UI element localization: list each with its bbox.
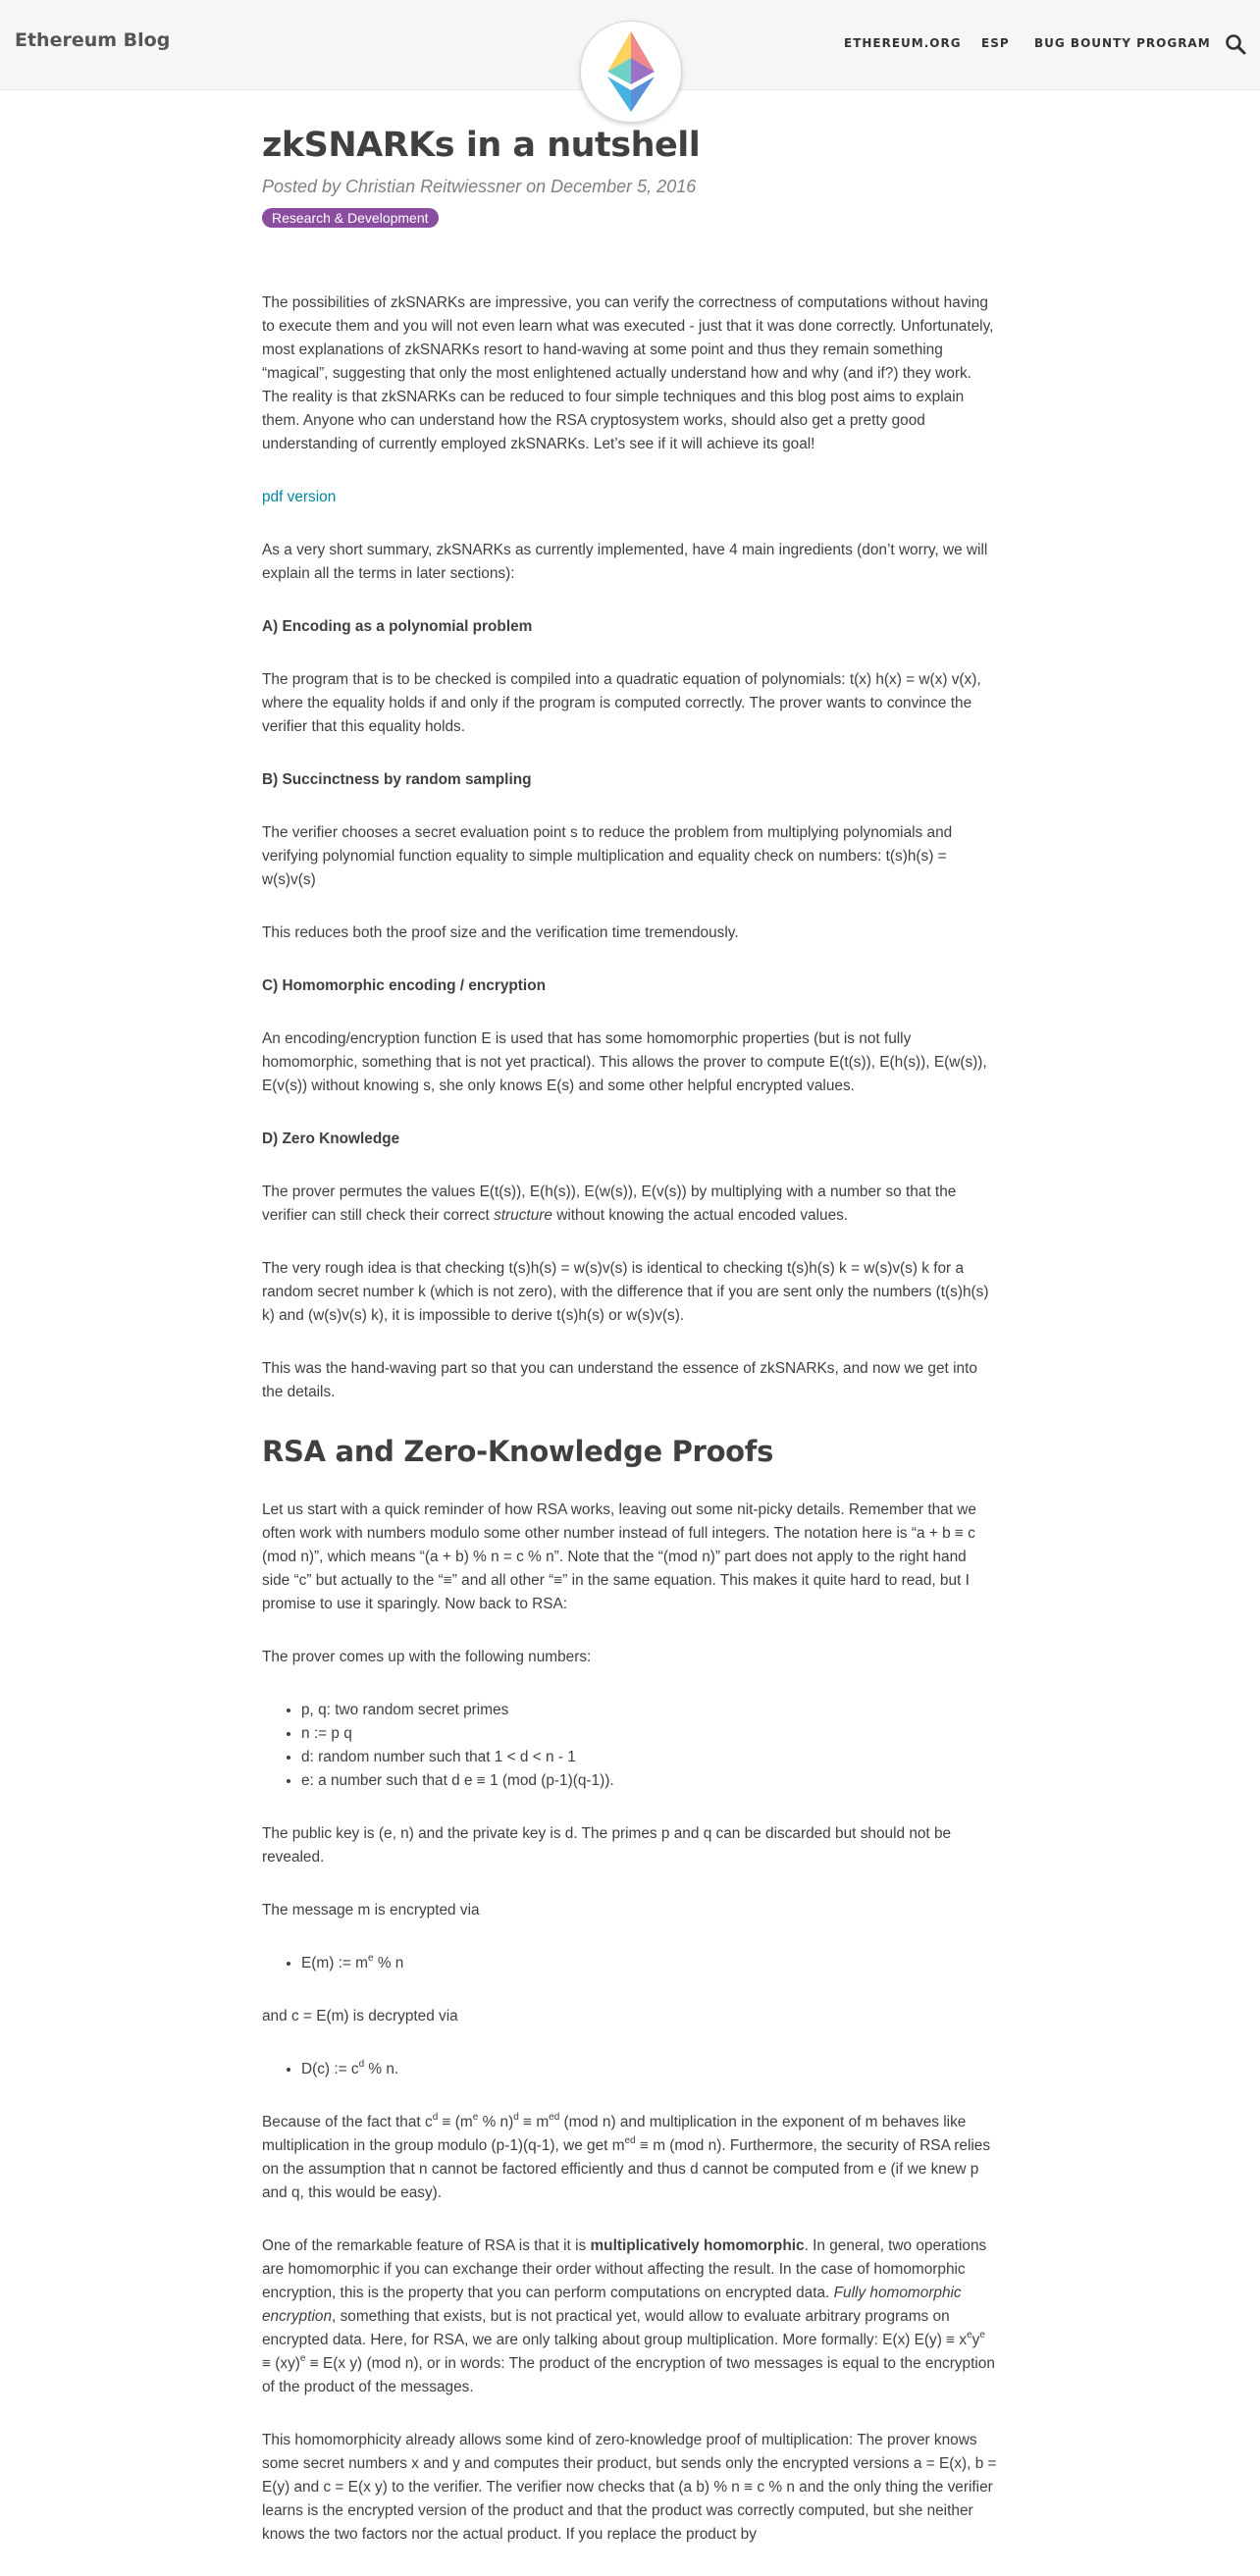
nav-link-esp[interactable]: ESP [981, 36, 1010, 50]
enc-pre: E(m) := m [301, 1955, 368, 1971]
section-d-text3: This was the hand-waving part so that you can understand the essence of zkSNARKs, and now we get into the details. [262, 1360, 977, 1400]
remarkable-sup: e [979, 2329, 985, 2340]
remarkable-part: y [971, 2332, 980, 2348]
because-sup: e [472, 2111, 479, 2123]
section-b-text: The verifier chooses a secret evaluation point s to reduce the problem from multiplying polynomials and verifying polynomial function equality to simple multiplication and equality check on numbers: t(s)h(s) = w(s)v(s) [262, 824, 953, 888]
because-part: (mod n) and multiplication in the exponent of m behaves like multiplication in the group modulo (p-1)(q-1), we get m [262, 2114, 967, 2154]
zk-mult-paragraph: This homomorphicity already allows some kind of zero-knowledge proof of multiplication: The prover knows some secret numbers x and y and computes their product, but sends only the encrypted versions a = E(x), b = E(y) and c = E(x y) to the verifier. The verifier now checks that (a b) % n ≡ c % n and the only thing the verifier learns is the encrypted version of the product and that the product was correctly computed, but she neither knows the two factors nor the actual product. If you replace the product by [262, 2432, 997, 2543]
remarkable-part: One of the remarkable feature of RSA is that it is [262, 2237, 591, 2254]
post-title: zkSNARKs in a nutshell [262, 126, 701, 165]
intro-paragraph: The possibilities of zkSNARKs are impressive, you can verify the correctness of computations without having to execute them and you will not even learn what was executed - just that it was done correctly. Unfortunately, most explanations of zkSNARKs resort to hand-waving at some point and thus they remain something “magical”, suggesting that only the most enlightened actually understand how and why (and if?) they work. The reality is that zkSNARKs can be reduced to four simple techniques and this blog post aims to explain them. Anyone who can understand how the RSA cryptosystem works, should also get a pretty good understanding of currently employed zkSNARKs. Let’s see if it will achieve its goal! [262, 294, 994, 452]
nav-link-bug-bounty[interactable]: BUG BOUNTY PROGRAM [1034, 36, 1211, 50]
because-sup: ed [549, 2111, 560, 2123]
category-tag[interactable]: Research & Development [262, 208, 439, 228]
blog-brand-link[interactable]: Ethereum Blog [15, 29, 171, 51]
remarkable-em: Fully homomorphic encryption [262, 2285, 962, 2325]
public-key-text: The public key is (e, n) and the private key is d. The primes p and q can be discarded but should not be revealed. [262, 1825, 952, 1866]
remarkable-paragraph [262, 2234, 998, 2399]
section-d-heading: D) Zero Knowledge [262, 1130, 400, 1147]
d-text-post: without knowing the actual encoded values. [551, 1207, 849, 1224]
summary-paragraph: As a very short summary, zkSNARKs as currently implemented, have 4 main ingredients (don’t worry, we will explain all the terms in later sections): [262, 542, 988, 582]
decryption-formula-list [262, 2058, 998, 2081]
post-byline: Posted by Christian Reitwiessner on December 5, 2016 [262, 177, 697, 196]
dec-pre: D(c) := c [301, 2061, 359, 2077]
list-item: • d: random number such that 1 < d < n - 1 [301, 1746, 998, 1769]
because-sup: d [513, 2111, 519, 2123]
because-part: ≡ (m [438, 2114, 473, 2130]
numbers-list [262, 1699, 998, 1793]
list-item: • p, q: two random secret primes [301, 1699, 998, 1722]
search-icon[interactable] [1225, 33, 1246, 55]
rsa-heading: RSA and Zero-Knowledge Proofs [262, 1435, 774, 1468]
decryption-formula [301, 2058, 998, 2081]
nav-link-ethereum-org[interactable]: ETHEREUM.ORG [844, 36, 962, 50]
remarkable-part: ≡ (xy) [262, 2355, 300, 2372]
prover-numbers-text: The prover comes up with the following numbers: [262, 1649, 592, 1665]
because-sup: ed [624, 2134, 636, 2146]
dec-sup: d [358, 2058, 365, 2070]
because-part: ≡ m [518, 2114, 550, 2130]
pdf-paragraph [262, 486, 998, 509]
section-b-heading: B) Succinctness by random sampling [262, 771, 532, 788]
because-paragraph [262, 2111, 998, 2205]
d-text-pre: The prover permutes the values E(t(s)), E(h(s)), E(w(s)), E(v(s)) by multiplying with a number so that the verifier can still check their correct [262, 1183, 957, 1224]
remarkable-part: , something that exists, but is not practical yet, would allow to evaluate arbitrary programs on encrypted data. Here, for RSA, we are only talking about group multiplication. More formally: E(x) E(y) ≡ x [262, 2308, 968, 2348]
encryption-formula-list [262, 1952, 998, 1975]
list-item: • e: a number such that d e ≡ 1 (mod (p-1)(q-1)). [301, 1769, 998, 1793]
d-text-em: structure [494, 1207, 552, 1224]
section-d-text2: The very rough idea is that checking t(s)h(s) = w(s)v(s) is identical to checking t(s)h(s) k = w(s)v(s) k for a random secret number k (which is not zero), with the difference that if you are sent only the numbers (t(s)h(s) k) and (w(s)v(s) k), it is impossible to derive t(s)h(s) or w(s)v(s). [262, 1260, 989, 1324]
section-a-heading: A) Encoding as a polynomial problem [262, 618, 533, 635]
enc-post: % n [373, 1955, 404, 1971]
section-a-text: The program that is to be checked is compiled into a quadratic equation of polynomials: t(x) h(x) = w(x) v(x), where the equality holds if and only if the program is computed correctly. The prover wants to convince the verifier that this equality holds. [262, 671, 981, 735]
section-c-text: An encoding/encryption function E is used that has some homomorphic properties (but is not fully homomorphic, something that is not yet practical). This allows the prover to compute E(t(s)), E(h(s)), E(w(s)), E(v(s)) without knowing s, she only knows E(s) and some other helpful encrypted values. [262, 1030, 987, 1094]
encrypted-via-text: The message m is encrypted via [262, 1902, 480, 1919]
post-body [262, 291, 998, 2576]
because-sup: d [432, 2111, 439, 2123]
because-part: ≡ m (mod n). Furthermore, the security of RSA relies on the assumption that n cannot be factored efficiently and thus d cannot be computed from e (if we knew p and q, this would be easy). [262, 2137, 991, 2201]
pdf-version-link[interactable]: pdf version [262, 489, 337, 505]
remarkable-sup: e [299, 2352, 306, 2364]
remarkable-bold: multiplicatively homomorphic [590, 2237, 805, 2254]
remarkable-sup: e [967, 2329, 972, 2340]
decrypted-via-text: and c = E(m) is decrypted via [262, 2008, 458, 2024]
remarkable-part: . In general, two operations are homomorphic if you can exchange their order without affecting the result. In the case of homomorphic encryption, this is the property that you can perform computations on encrypted data. [262, 2237, 987, 2301]
ethereum-logo-icon[interactable] [580, 21, 682, 123]
section-b-text2: This reduces both the proof size and the verification time tremendously. [262, 924, 739, 941]
enc-sup: e [367, 1952, 374, 1964]
because-part: Because of the fact that c [262, 2114, 433, 2130]
encryption-formula [301, 1952, 998, 1975]
list-item: • n := p q [301, 1722, 998, 1746]
remarkable-part: ≡ E(x y) (mod n), or in words: The product of the encryption of two messages is equal to the encryption of the product of the messages. [262, 2355, 995, 2395]
rsa-intro: Let us start with a quick reminder of how RSA works, leaving out some nit-picky details. Remember that we often work with numbers modulo some other number instead of full integers. The notation here is “a + b ≡ c (mod n)”, which means “(a + b) % n = c % n”. Note that the “(mod n)” part does not apply to the right hand side “c” but actually to the “≡” and all other “≡” in the same equation. This makes it quite hard to read, but I promise to use it sparingly. Now back to RSA: [262, 1501, 976, 1612]
section-d-text [262, 1181, 998, 1228]
section-c-heading: C) Homomorphic encoding / encryption [262, 977, 547, 994]
dec-post: % n. [364, 2061, 399, 2077]
because-part: % n) [478, 2114, 514, 2130]
